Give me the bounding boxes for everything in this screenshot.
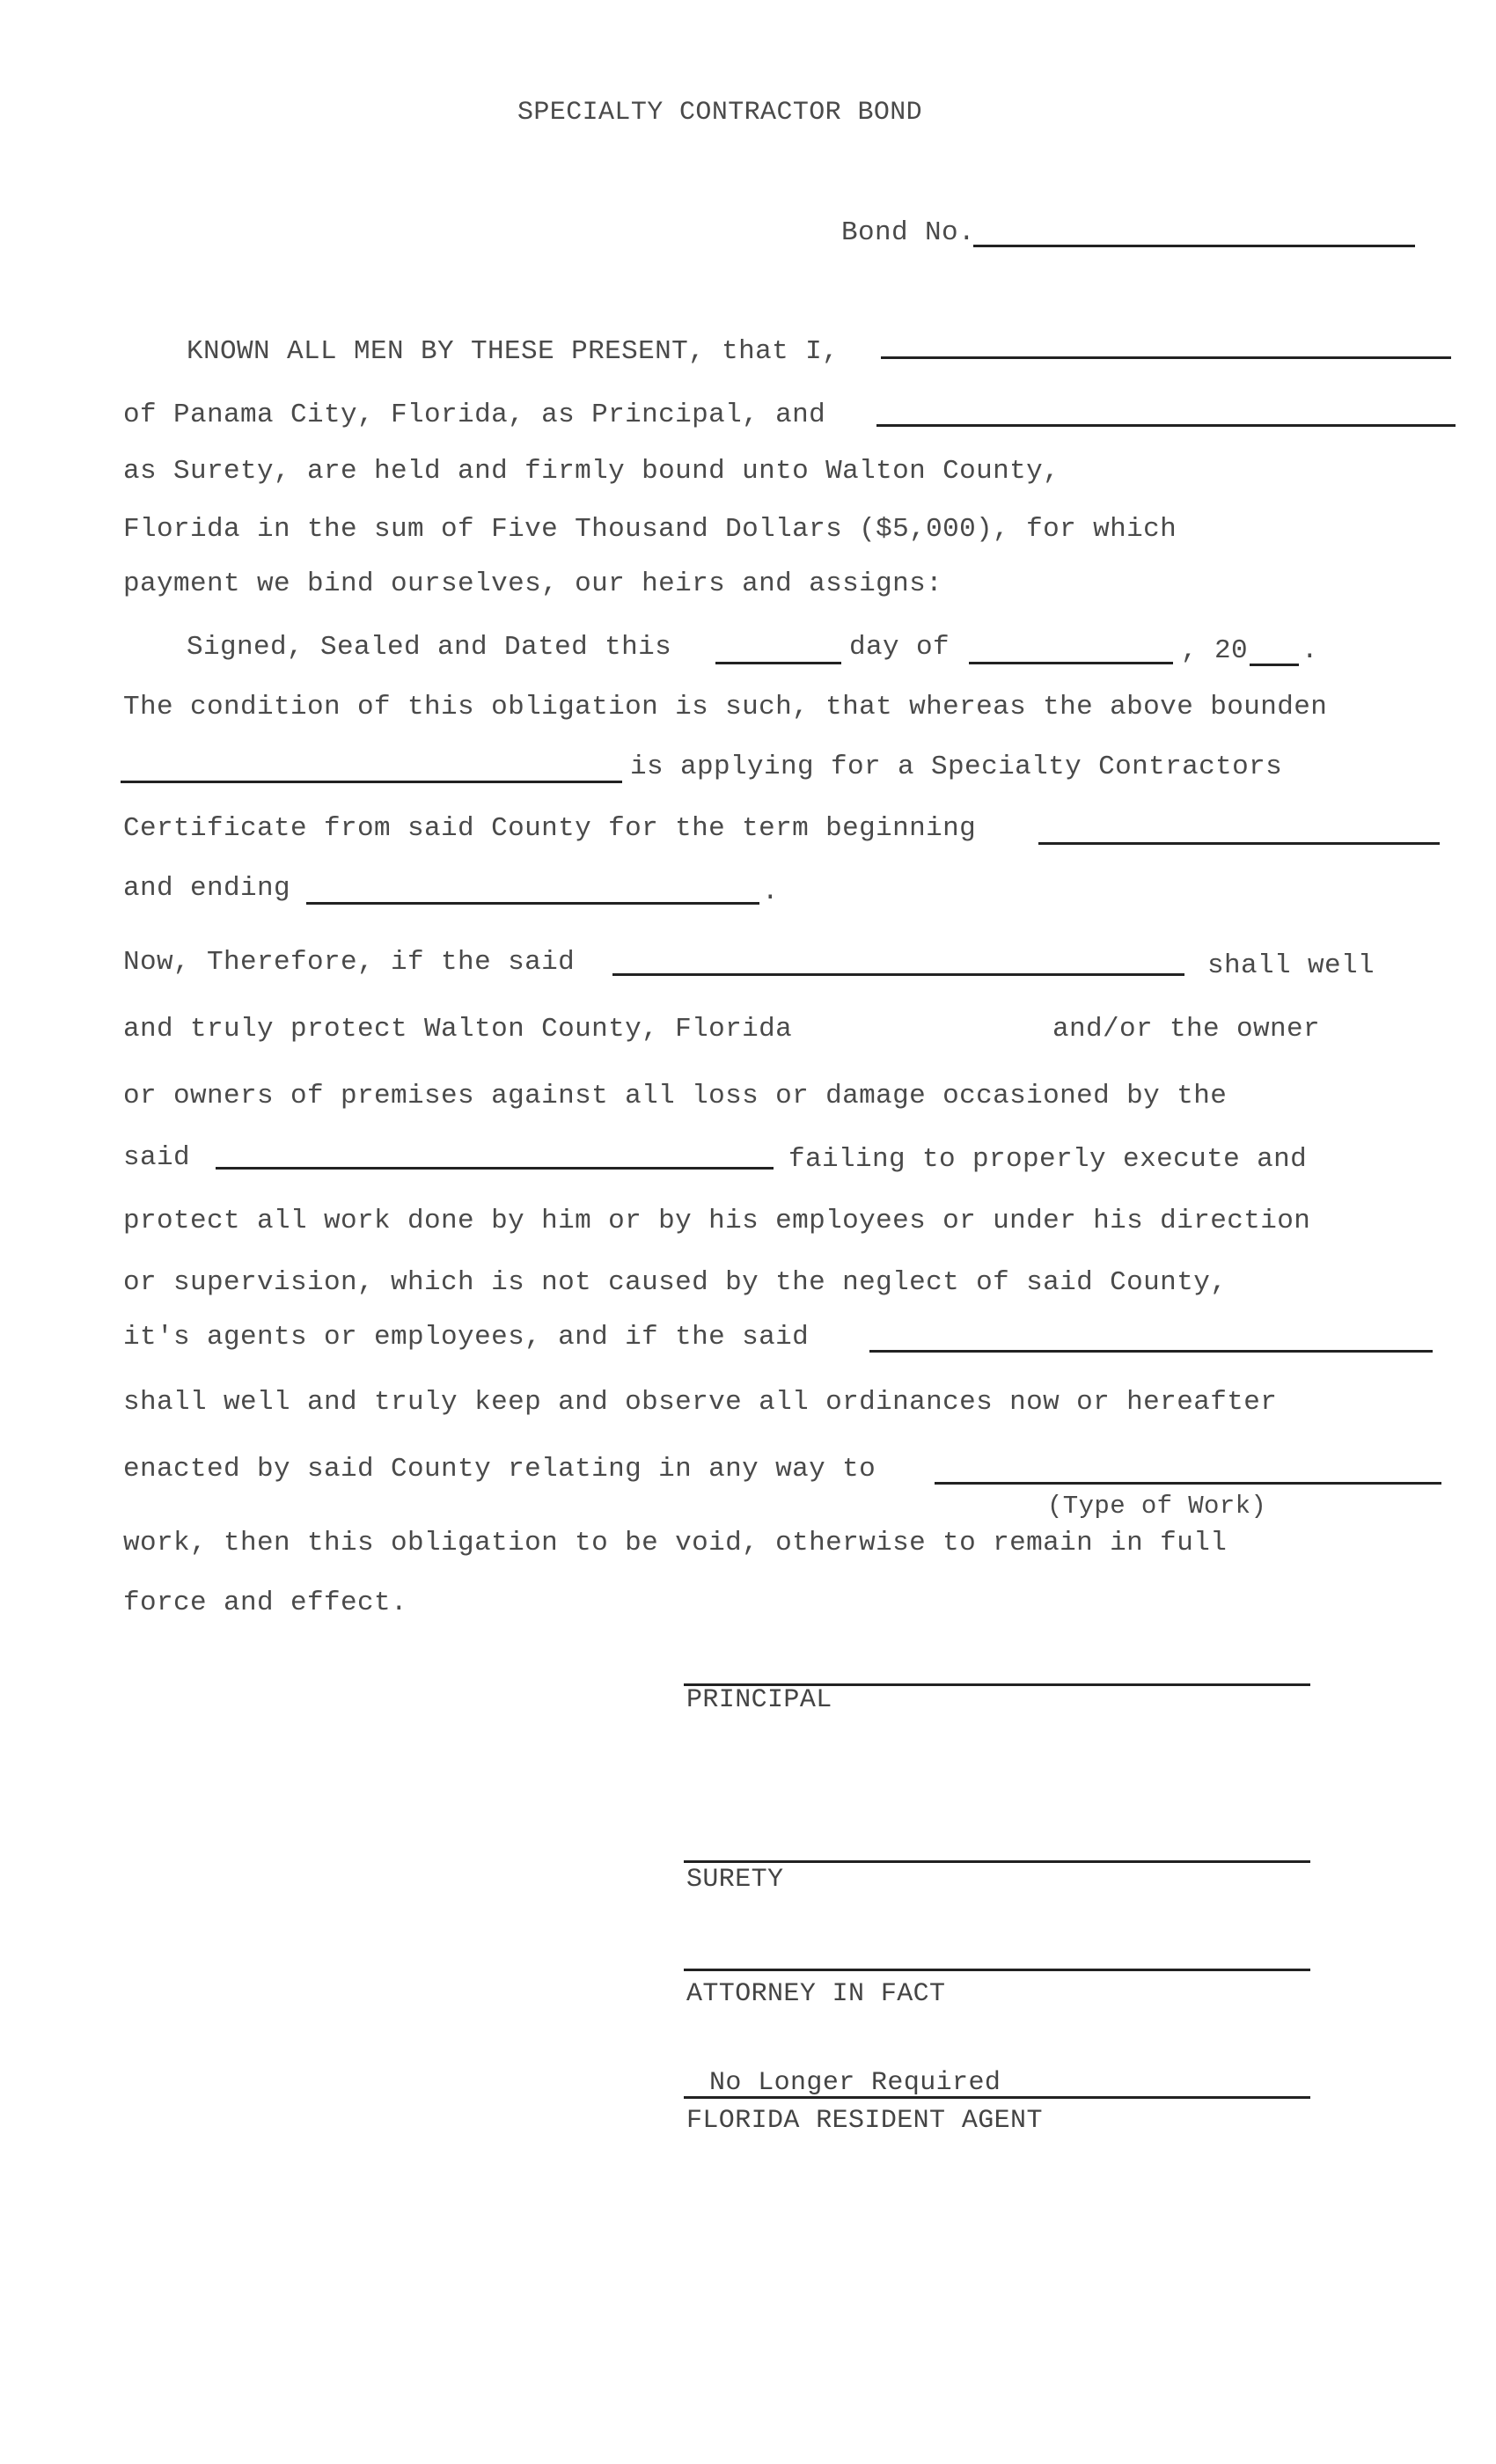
florida-agent-label: FLORIDA RESIDENT AGENT xyxy=(686,2106,1043,2136)
now-therefore-text: Now, Therefore, if the said xyxy=(123,947,576,978)
condition-text: The condition of this obligation is such, that whereas the above bounden xyxy=(123,692,1328,722)
surety-label: SURETY xyxy=(686,1865,784,1895)
bond-no-label: Bond No. xyxy=(841,217,976,248)
owners-text: or owners of premises against all loss or damage occasioned by the xyxy=(123,1081,1228,1111)
said-name-field-1[interactable] xyxy=(612,973,1184,976)
principal-label: PRINCIPAL xyxy=(686,1685,832,1715)
principal-name-field[interactable] xyxy=(881,356,1451,359)
force-effect-text: force and effect. xyxy=(123,1588,408,1618)
supervision-text: or supervision, which is not caused by the neglect of said County, xyxy=(123,1267,1228,1298)
known-all-men-text: KNOWN ALL MEN BY THESE PRESENT, that I, xyxy=(187,336,840,367)
surety-text: as Surety, are held and firmly bound unto Walton County, xyxy=(123,456,1060,487)
work-void-text: work, then this obligation to be void, otherwise to remain in full xyxy=(123,1528,1228,1558)
type-of-work-field[interactable] xyxy=(935,1482,1441,1485)
signed-day-field[interactable] xyxy=(715,662,841,664)
signed-text: Signed, Sealed and Dated this xyxy=(187,632,672,663)
agents-text: it's agents or employees, and if the said xyxy=(123,1322,810,1353)
protect-all-text: protect all work done by him or by his employees or under his direction xyxy=(123,1206,1311,1236)
of-panama-text: of Panama City, Florida, as Principal, and xyxy=(123,400,826,430)
attorney-label: ATTORNEY IN FACT xyxy=(686,1979,946,2009)
bond-no-field[interactable] xyxy=(973,245,1415,247)
applying-text: is applying for a Specialty Contractors xyxy=(630,752,1283,782)
keep-observe-text: shall well and truly keep and observe all ordinances now or hereafter xyxy=(123,1387,1278,1418)
ending-text: and ending xyxy=(123,873,291,904)
signed-period: . xyxy=(1302,635,1319,666)
year-prefix-text: , 20 xyxy=(1181,635,1249,666)
sum-text: Florida in the sum of Five Thousand Dollars ($5,000), for which xyxy=(123,514,1177,545)
florida-agent-signature-line[interactable] xyxy=(684,2096,1310,2099)
protect-county-text: and truly protect Walton County, Florida xyxy=(123,1014,793,1045)
said-text: said xyxy=(123,1142,191,1173)
ending-period: . xyxy=(762,876,780,907)
said-name-field-3[interactable] xyxy=(869,1350,1433,1353)
page-title: SPECIALTY CONTRACTOR BOND xyxy=(517,98,923,128)
no-longer-required-text: No Longer Required xyxy=(709,2068,1001,2098)
certificate-text: Certificate from said County for the term beginning xyxy=(123,813,977,844)
surety-name-field[interactable] xyxy=(876,424,1456,427)
enacted-text: enacted by said County relating in any way to xyxy=(123,1454,876,1485)
and-or-owner-text: and/or the owner xyxy=(1052,1014,1321,1045)
said-name-field-2[interactable] xyxy=(216,1167,774,1170)
day-of-text: day of xyxy=(849,632,950,663)
signed-month-field[interactable] xyxy=(969,662,1173,664)
shall-well-text: shall well xyxy=(1207,950,1375,981)
failing-text: failing to properly execute and xyxy=(788,1144,1308,1175)
term-begin-field[interactable] xyxy=(1038,842,1440,845)
payment-text: payment we bind ourselves, our heirs and assigns: xyxy=(123,568,943,599)
type-of-work-caption: (Type of Work) xyxy=(1047,1492,1267,1521)
bounden-name-field[interactable] xyxy=(121,781,622,783)
term-end-field[interactable] xyxy=(306,902,759,905)
signed-year-field[interactable] xyxy=(1250,664,1299,666)
attorney-signature-line[interactable] xyxy=(684,1969,1310,1971)
